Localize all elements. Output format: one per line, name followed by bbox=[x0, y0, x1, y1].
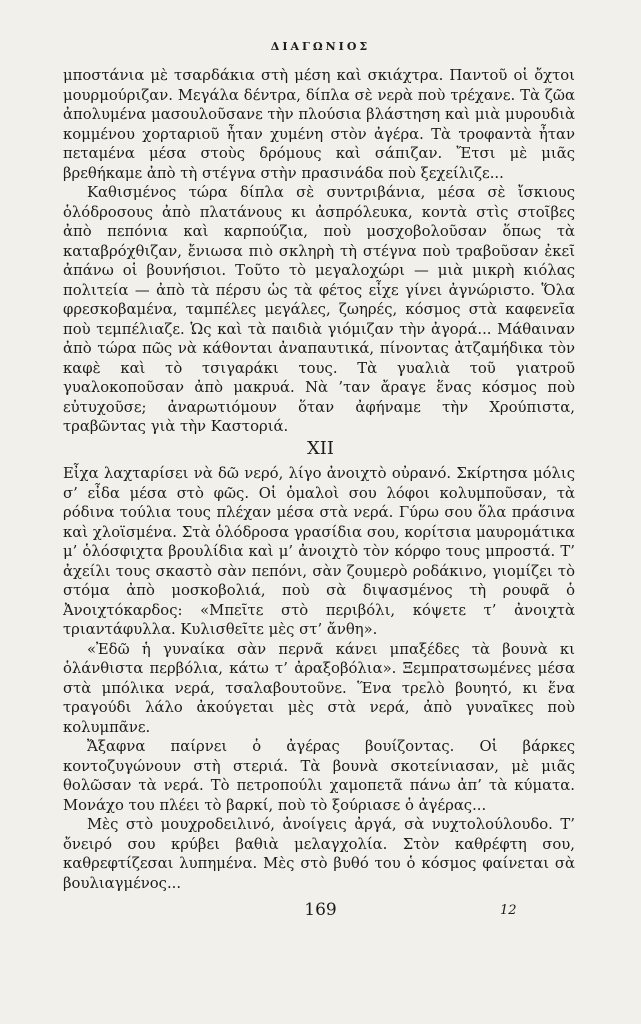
paragraph: Εἶχα λαχταρίσει νὰ δῶ νερό, λίγο ἀνοιχτὸ οὐρανό. Σκίρτησα μόλις σ’ εἶδα μέσα στὸ φῶς. Οἱ ὁμαλοὶ σου λόφοι κολυμποῦσαν, τὰ ρόδινα τούλια τους πλέχαν μέσα στὰ νερά. Γύρω σου ὅλα πράσινα καὶ χλοϊσμένα. Στὰ ὁλόδροσα γρασίδια σου, κορίτσια μαυρομάτικα μ’ ὁλόσφιχτα βρουλίδια καὶ μ’ ἀνοιχτὸ τὸν κόρφο τους μπροστά. Τ’ ἀχείλι τους σκαστὸ σὰν πεπόνι, σὰν ζουμερὸ ροδάκινο, γιομίζει τὸ στόμα ἀπὸ μοσκοβολιά, ποὺ σὰ διψασμένος τὴ ρουφᾶ ὁ Ἀνοιχτόκαρδος: «Μπεῖτε στὸ περιβόλι, κόψετε τ’ ἀνοιχτὰ τριαντάφυλλα. Κυλισθεῖτε μὲς στ’ ἄνθη». bbox=[63, 465, 575, 638]
paragraph: μποστάνια μὲ τσαρδάκια στὴ μέση καὶ σκιάχτρα. Παντοῦ οἱ ὄχτοι μουρμούριζαν. Μεγάλα δέντρα, δίπλα σὲ νερὰ ποὺ τρέχανε. Τὰ ζῶα ἀπολυμένα μασουλοῦσανε τὴν πλούσια βλάστηση καὶ μιὰ μυρουδιὰ κομμένου χορταριοῦ ἦταν χυμένη στὸν ἀγέρα. Τὰ τροφαντὰ ἦταν πεταμένα μέσα στοὺς δρόμους καὶ σάπιζαν. Ἔτσι μὲ μιᾶς βρεθήκαμε ἀπὸ τὴ στέγνα στὴν πρασινάδα ποὺ ξεχείλιζε... bbox=[63, 67, 575, 182]
text-block-top bbox=[63, 66, 575, 437]
paragraph: «Ἐδῶ ἡ γυναίκα σὰν περνᾶ κάνει μπαξέδες τὰ βουνὰ κι ὁλάνθιστα περβόλια, κάτω τ’ ἀραξοβόλια». Ξεμπρατσωμένες μέσα στὰ μπόλικα νερά, τσαλαβουτοῦνε. Ἕνα τρελὸ βουητό, κι ἕνα τραγούδι λάλο ἀκούγεται μὲς στὰ νερά, ἀπὸ γυναῖκες ποὺ κολυμπᾶνε. bbox=[63, 640, 575, 736]
text-block-bottom bbox=[63, 464, 575, 893]
running-header: ΔΙΑΓΩΝΙΟΣ bbox=[270, 40, 371, 53]
paragraph: Μὲς στὸ μουχροδειλινό, ἀνοίγεις ἀργά, σὰ νυχτολούλουδο. Τ’ ὄνειρό σου κρύβει βαθιὰ μελαγχολία. Στὸν καθρέφτη σου, καθρεφτίζεσαι λυπημένα. Μὲς στὸ βυθό του ὁ κόσμος φαίνεται σὰ βουλιαγμένος... bbox=[63, 816, 575, 892]
paragraph: Καθισμένος τώρα δίπλα σὲ συντριβάνια, μέσα σὲ ἴσκιους ὁλόδροσους ἀπὸ πλατάνους κι ἀσπρόλευκα, κοντὰ στὶς στοῖβες ἀπὸ πεπόνια καὶ καρπούζια, ποὺ μοσχοβολοῦσαν ὅπως τὰ καταβρόχθιζαν, ἔνιωσα πιὸ σκληρὴ τὴ στέγνα ποὺ τραβοῦσαν ἐκεῖ ἀπάνω οἱ βουνήσιοι. Τοῦτο τὸ μεγαλοχώρι — μιὰ μικρὴ κιόλας πολιτεία — ἀπὸ τὰ πέρσυ ὡς τὰ φέτος εἶχε γίνει ἀγνώριστο. Ὅλα φρεσκοβαμένα, ταμπέλες μεγάλες, ζωηρές, κόσμος στὰ καφενεῖα ποὺ τεμπέλιαζε. Ὡς καὶ τὰ παιδιὰ γιόμιζαν τὴν ἀγορά... Μάθαιναν ἀπὸ τώρα πῶς νὰ κάθονται ἀναπαυτικά, πίνοντας ἀτζαμήδικα τὸν καφὲ καὶ τὸ τσιγαράκι τους. Τὰ γυαλιὰ τοῦ γιατροῦ γυαλοκοποῦσαν ἀπὸ μακρυά. Νὰ ’ταν ἄραγε ἕνας κόσμος ποὺ εὐτυχοῦσε; ἀναρωτιόμουν ὅταν ἀφήναμε τὴν Χρούπιστα, τραβῶντας γιὰ τὴν Καστοριά. bbox=[63, 184, 575, 435]
chapter-heading: XII bbox=[306, 438, 335, 459]
paragraph: Ἄξαφνα παίρνει ὁ ἀγέρας βουίζοντας. Οἱ βάρκες κοντοζυγώνουν στὴ στεριά. Τὰ βουνὰ σκοτείνιασαν, μὲ μιᾶς θολῶσαν τὰ νερά. Τὸ πετροπούλι χαμοπετᾶ πάνω ἀπ’ τὰ κύματα. Μονάχο του πλέει τὸ βαρκί, ποὺ τὸ ξούριασε ὁ ἀγέρας... bbox=[63, 738, 575, 814]
page-number: 169 bbox=[304, 900, 337, 920]
signature-mark: 12 bbox=[500, 903, 517, 918]
